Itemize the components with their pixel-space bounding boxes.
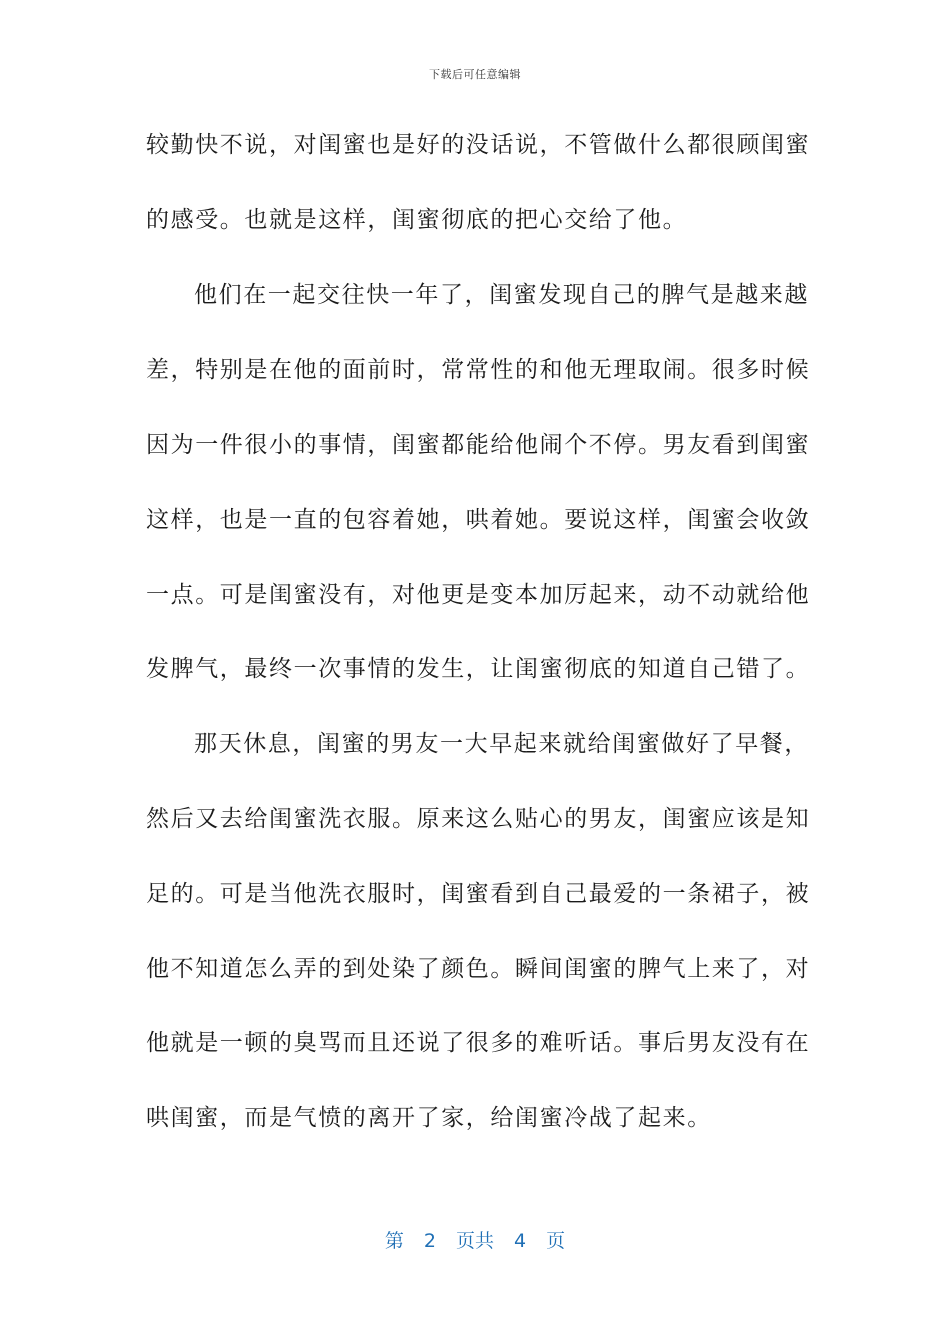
- paragraph-first-line: 他们在一起交往快一年了，闺蜜发现自己的脾气是越来越: [194, 282, 809, 308]
- text-line: 发脾气，最终一次事情的发生，让闺蜜彻底的知道自己错了。: [146, 656, 811, 682]
- text-line: 差，特别是在他的面前时，常常性的和他无理取闹。很多时候: [146, 357, 811, 383]
- paragraph-first-line: 那天休息，闺蜜的男友一大早起来就给闺蜜做好了早餐，: [194, 731, 809, 757]
- text-line: 他就是一顿的臭骂而且还说了很多的难听话。事后男友没有在: [146, 1030, 811, 1056]
- text-line: 一点。可是闺蜜没有，对他更是变本加厉起来，动不动就给他: [146, 582, 811, 608]
- footer-suffix: 页: [546, 1230, 566, 1252]
- footer-prefix: 第: [384, 1230, 404, 1252]
- text-line: 因为一件很小的事情，闺蜜都能给他闹个不停。男友看到闺蜜: [146, 432, 811, 458]
- total-pages-number: 4: [514, 1230, 527, 1252]
- footer-middle: 页共: [455, 1230, 494, 1252]
- text-line: 他不知道怎么弄的到处染了颜色。瞬间闺蜜的脾气上来了，对: [146, 956, 811, 982]
- current-page-number: 2: [423, 1230, 436, 1252]
- page-number-footer: [0, 1226, 950, 1253]
- text-line: 的感受。也就是这样，闺蜜彻底的把心交给了他。: [146, 207, 688, 233]
- header-note: 下载后可任意编辑: [429, 68, 521, 81]
- text-line: 这样，也是一直的包容着她，哄着她。要说这样，闺蜜会收敛: [146, 507, 811, 533]
- text-line: 足的。可是当他洗衣服时，闺蜜看到自己最爱的一条裙子，被: [146, 881, 811, 907]
- text-line: 较勤快不说，对闺蜜也是好的没话说，不管做什么都很顾闺蜜: [146, 132, 811, 158]
- text-line: 然后又去给闺蜜洗衣服。原来这么贴心的男友，闺蜜应该是知: [146, 806, 811, 832]
- text-line: 哄闺蜜，而是气愤的离开了家，给闺蜜冷战了起来。: [146, 1105, 712, 1131]
